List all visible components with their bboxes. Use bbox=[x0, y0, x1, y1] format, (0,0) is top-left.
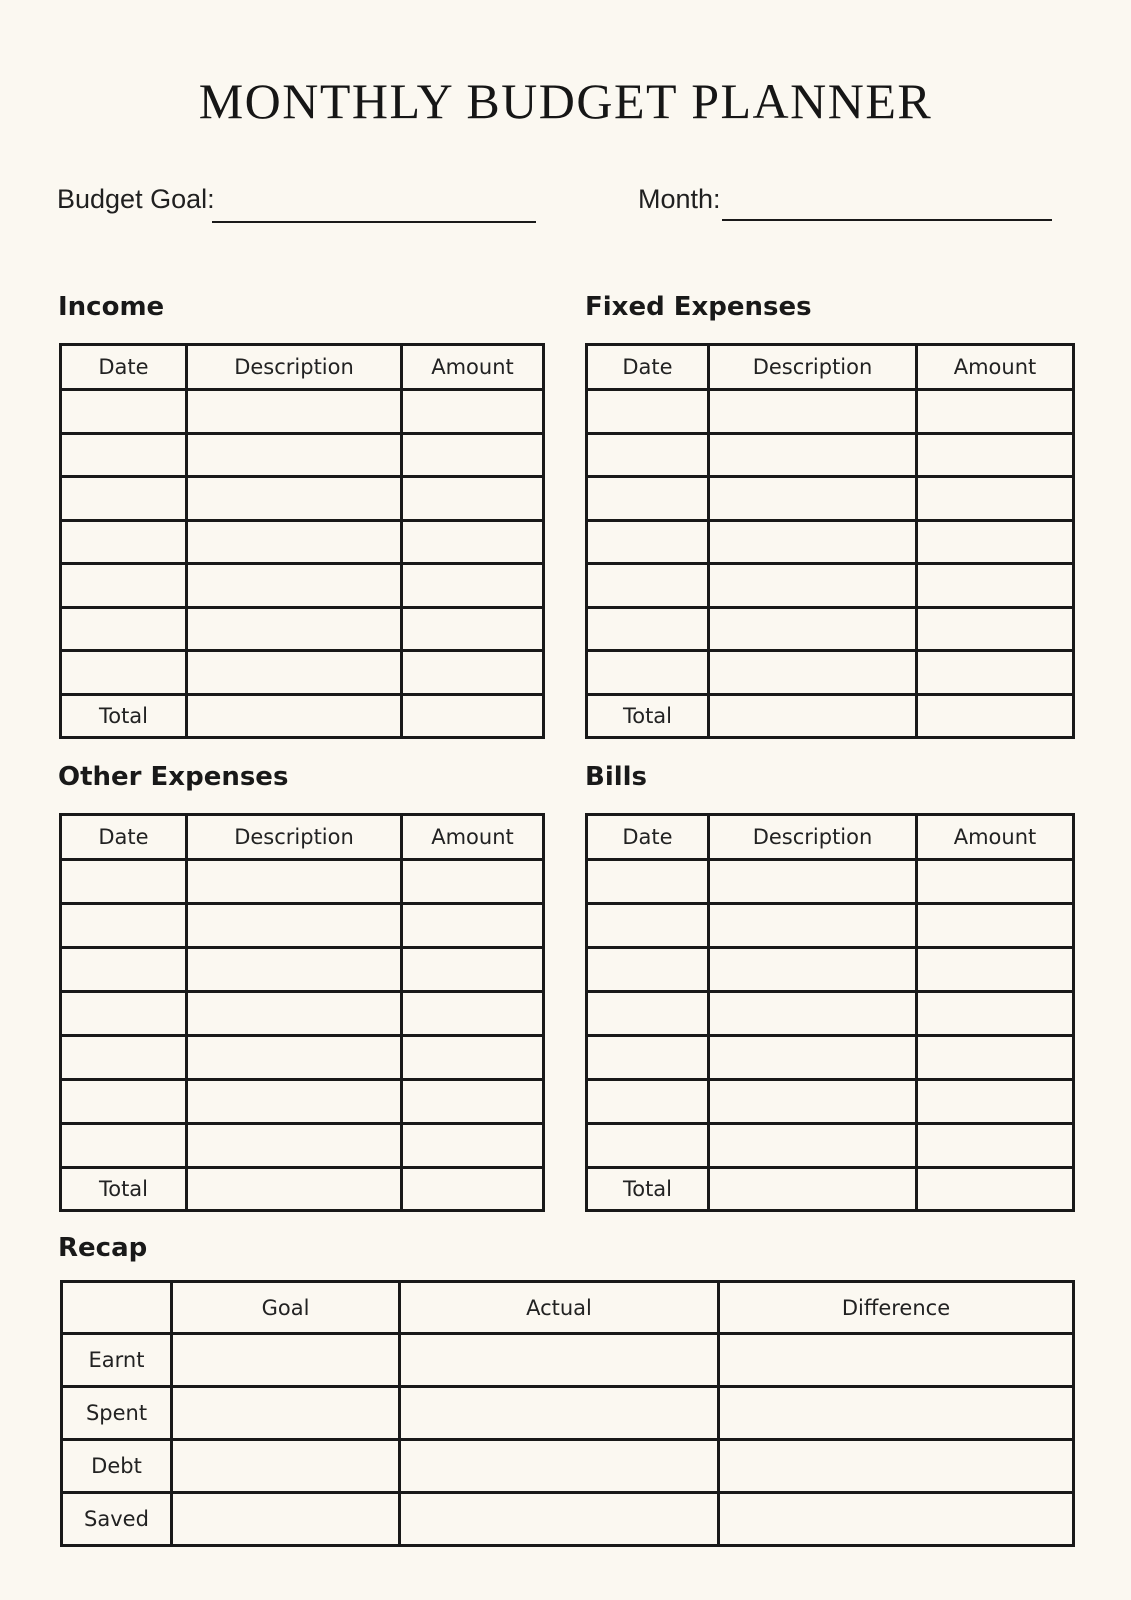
description-cell[interactable] bbox=[709, 904, 917, 948]
table-row bbox=[61, 390, 544, 434]
total-label-cell: Total bbox=[587, 695, 709, 738]
description-cell[interactable] bbox=[709, 564, 917, 608]
recap-corner-header bbox=[62, 1282, 172, 1334]
amount-cell[interactable] bbox=[917, 1080, 1074, 1124]
amount-cell[interactable] bbox=[917, 651, 1074, 695]
amount-cell[interactable] bbox=[917, 1036, 1074, 1080]
table-row bbox=[587, 477, 1074, 521]
earnt-goal-cell[interactable] bbox=[172, 1334, 400, 1387]
description-cell[interactable] bbox=[709, 992, 917, 1036]
bills-table bbox=[585, 813, 1075, 1212]
date-cell[interactable] bbox=[587, 904, 709, 948]
page-title: MONTHLY BUDGET PLANNER bbox=[198, 73, 933, 129]
table-row bbox=[587, 433, 1074, 477]
date-cell[interactable] bbox=[61, 1124, 187, 1168]
debt-actual-cell[interactable] bbox=[400, 1440, 719, 1493]
saved-goal-cell[interactable] bbox=[172, 1493, 400, 1546]
table-row bbox=[61, 564, 544, 608]
description-cell[interactable] bbox=[187, 1124, 402, 1168]
debt-difference-cell[interactable] bbox=[719, 1440, 1074, 1493]
description-cell[interactable] bbox=[709, 1080, 917, 1124]
table-row bbox=[61, 1036, 544, 1080]
budget-goal-blank[interactable] bbox=[212, 221, 536, 223]
amount-cell[interactable] bbox=[917, 860, 1074, 904]
description-column-header: Description bbox=[709, 815, 917, 860]
table-row bbox=[587, 860, 1074, 904]
amount-cell[interactable] bbox=[402, 607, 544, 651]
table-row bbox=[61, 860, 544, 904]
table-row bbox=[61, 651, 544, 695]
spent-difference-cell[interactable] bbox=[719, 1387, 1074, 1440]
description-cell[interactable] bbox=[187, 1080, 402, 1124]
date-cell[interactable] bbox=[61, 948, 187, 992]
date-cell[interactable] bbox=[587, 607, 709, 651]
total-label-cell: Total bbox=[61, 1168, 187, 1211]
amount-cell[interactable] bbox=[917, 520, 1074, 564]
description-cell[interactable] bbox=[187, 904, 402, 948]
date-cell[interactable] bbox=[61, 477, 187, 521]
description-cell[interactable] bbox=[709, 1124, 917, 1168]
date-cell[interactable] bbox=[587, 390, 709, 434]
recap-section-heading: Recap bbox=[58, 1233, 148, 1263]
description-cell[interactable] bbox=[187, 433, 402, 477]
table-row bbox=[61, 433, 544, 477]
date-cell[interactable] bbox=[587, 564, 709, 608]
amount-column-header: Amount bbox=[917, 815, 1074, 860]
description-cell[interactable] bbox=[709, 477, 917, 521]
table-row bbox=[587, 520, 1074, 564]
description-cell[interactable] bbox=[187, 607, 402, 651]
description-column-header: Description bbox=[709, 345, 917, 390]
total-description-cell[interactable] bbox=[709, 695, 917, 738]
amount-cell[interactable] bbox=[917, 607, 1074, 651]
table-row bbox=[587, 1124, 1074, 1168]
table-row bbox=[587, 651, 1074, 695]
description-cell[interactable] bbox=[709, 860, 917, 904]
total-amount-cell[interactable] bbox=[402, 695, 544, 738]
amount-column-header: Amount bbox=[402, 345, 544, 390]
date-cell[interactable] bbox=[61, 520, 187, 564]
table-row bbox=[587, 904, 1074, 948]
description-cell[interactable] bbox=[187, 1036, 402, 1080]
amount-cell[interactable] bbox=[402, 520, 544, 564]
total-row bbox=[61, 695, 544, 738]
table-row bbox=[61, 992, 544, 1036]
spent-row-label: Spent bbox=[62, 1387, 172, 1440]
date-column-header: Date bbox=[61, 345, 187, 390]
description-cell[interactable] bbox=[187, 948, 402, 992]
table-header-row bbox=[61, 345, 544, 390]
spent-goal-cell[interactable] bbox=[172, 1387, 400, 1440]
debt-row-label: Debt bbox=[62, 1440, 172, 1493]
amount-column-header: Amount bbox=[402, 815, 544, 860]
saved-row-label: Saved bbox=[62, 1493, 172, 1546]
total-row bbox=[587, 1168, 1074, 1211]
saved-actual-cell[interactable] bbox=[400, 1493, 719, 1546]
description-cell[interactable] bbox=[709, 607, 917, 651]
date-cell[interactable] bbox=[587, 520, 709, 564]
month-blank[interactable] bbox=[722, 219, 1052, 221]
earnt-row-label: Earnt bbox=[62, 1334, 172, 1387]
recap-row-debt bbox=[62, 1440, 1074, 1493]
amount-cell[interactable] bbox=[402, 860, 544, 904]
table-row bbox=[587, 390, 1074, 434]
date-cell[interactable] bbox=[61, 564, 187, 608]
amount-cell[interactable] bbox=[917, 564, 1074, 608]
other-expenses-section-heading: Other Expenses bbox=[58, 762, 289, 792]
description-cell[interactable] bbox=[709, 390, 917, 434]
amount-cell[interactable] bbox=[402, 433, 544, 477]
table-row bbox=[587, 1036, 1074, 1080]
date-cell[interactable] bbox=[587, 433, 709, 477]
total-description-cell[interactable] bbox=[187, 1168, 402, 1211]
actual-column-header: Actual bbox=[400, 1282, 719, 1334]
date-cell[interactable] bbox=[587, 860, 709, 904]
goal-column-header: Goal bbox=[172, 1282, 400, 1334]
earnt-actual-cell[interactable] bbox=[400, 1334, 719, 1387]
table-row bbox=[61, 948, 544, 992]
saved-difference-cell[interactable] bbox=[719, 1493, 1074, 1546]
date-cell[interactable] bbox=[61, 607, 187, 651]
month-label: Month: bbox=[638, 184, 721, 214]
date-column-header: Date bbox=[587, 345, 709, 390]
table-row bbox=[61, 1080, 544, 1124]
total-label-cell: Total bbox=[587, 1168, 709, 1211]
debt-goal-cell[interactable] bbox=[172, 1440, 400, 1493]
date-cell[interactable] bbox=[61, 433, 187, 477]
date-cell[interactable] bbox=[587, 992, 709, 1036]
table-row bbox=[61, 904, 544, 948]
amount-cell[interactable] bbox=[917, 433, 1074, 477]
total-amount-cell[interactable] bbox=[402, 1168, 544, 1211]
date-column-header: Date bbox=[587, 815, 709, 860]
description-cell[interactable] bbox=[709, 1036, 917, 1080]
earnt-difference-cell[interactable] bbox=[719, 1334, 1074, 1387]
date-cell[interactable] bbox=[61, 651, 187, 695]
description-cell[interactable] bbox=[709, 520, 917, 564]
total-amount-cell[interactable] bbox=[917, 1168, 1074, 1211]
amount-cell[interactable] bbox=[402, 651, 544, 695]
table-row bbox=[587, 948, 1074, 992]
description-cell[interactable] bbox=[709, 948, 917, 992]
description-cell[interactable] bbox=[709, 433, 917, 477]
date-cell[interactable] bbox=[61, 1036, 187, 1080]
total-row bbox=[61, 1168, 544, 1211]
date-cell[interactable] bbox=[587, 1036, 709, 1080]
recap-header-row bbox=[62, 1282, 1074, 1334]
other-expenses-table bbox=[59, 813, 545, 1212]
fixed-expenses-table bbox=[585, 343, 1075, 739]
income-table bbox=[59, 343, 545, 739]
recap-table bbox=[60, 1280, 1075, 1547]
date-cell[interactable] bbox=[61, 904, 187, 948]
date-cell[interactable] bbox=[61, 1080, 187, 1124]
description-cell[interactable] bbox=[187, 520, 402, 564]
description-cell[interactable] bbox=[187, 477, 402, 521]
fixed-expenses-section-heading: Fixed Expenses bbox=[585, 292, 812, 322]
amount-cell[interactable] bbox=[402, 390, 544, 434]
description-cell[interactable] bbox=[187, 651, 402, 695]
description-column-header: Description bbox=[187, 815, 402, 860]
budget-goal-label: Budget Goal: bbox=[57, 184, 215, 214]
amount-cell[interactable] bbox=[917, 904, 1074, 948]
date-cell[interactable] bbox=[587, 477, 709, 521]
table-row bbox=[587, 564, 1074, 608]
description-cell[interactable] bbox=[187, 564, 402, 608]
total-description-cell[interactable] bbox=[187, 695, 402, 738]
recap-row-earnt bbox=[62, 1334, 1074, 1387]
description-cell[interactable] bbox=[187, 860, 402, 904]
total-label-cell: Total bbox=[61, 695, 187, 738]
total-row bbox=[587, 695, 1074, 738]
date-cell[interactable] bbox=[587, 651, 709, 695]
amount-cell[interactable] bbox=[917, 992, 1074, 1036]
table-row bbox=[61, 520, 544, 564]
date-cell[interactable] bbox=[587, 1080, 709, 1124]
table-row bbox=[587, 607, 1074, 651]
income-section-heading: Income bbox=[58, 292, 165, 322]
total-amount-cell[interactable] bbox=[917, 695, 1074, 738]
amount-cell[interactable] bbox=[917, 390, 1074, 434]
amount-cell[interactable] bbox=[402, 904, 544, 948]
amount-cell[interactable] bbox=[402, 992, 544, 1036]
date-column-header: Date bbox=[61, 815, 187, 860]
amount-cell[interactable] bbox=[917, 1124, 1074, 1168]
description-cell[interactable] bbox=[187, 992, 402, 1036]
table-header-row bbox=[587, 345, 1074, 390]
date-cell[interactable] bbox=[61, 390, 187, 434]
spent-actual-cell[interactable] bbox=[400, 1387, 719, 1440]
table-row bbox=[587, 992, 1074, 1036]
difference-column-header: Difference bbox=[719, 1282, 1074, 1334]
table-header-row bbox=[587, 815, 1074, 860]
recap-row-saved bbox=[62, 1493, 1074, 1546]
table-row bbox=[587, 1080, 1074, 1124]
date-cell[interactable] bbox=[587, 1124, 709, 1168]
recap-row-spent bbox=[62, 1387, 1074, 1440]
amount-column-header: Amount bbox=[917, 345, 1074, 390]
amount-cell[interactable] bbox=[402, 1124, 544, 1168]
date-cell[interactable] bbox=[61, 992, 187, 1036]
total-description-cell[interactable] bbox=[709, 1168, 917, 1211]
amount-cell[interactable] bbox=[917, 948, 1074, 992]
description-cell[interactable] bbox=[709, 651, 917, 695]
date-cell[interactable] bbox=[587, 948, 709, 992]
table-header-row bbox=[61, 815, 544, 860]
amount-cell[interactable] bbox=[402, 948, 544, 992]
table-row bbox=[61, 1124, 544, 1168]
table-row bbox=[61, 607, 544, 651]
table-row bbox=[61, 477, 544, 521]
amount-cell[interactable] bbox=[917, 477, 1074, 521]
description-cell[interactable] bbox=[187, 390, 402, 434]
amount-cell[interactable] bbox=[402, 1080, 544, 1124]
date-cell[interactable] bbox=[61, 860, 187, 904]
description-column-header: Description bbox=[187, 345, 402, 390]
amount-cell[interactable] bbox=[402, 477, 544, 521]
amount-cell[interactable] bbox=[402, 564, 544, 608]
amount-cell[interactable] bbox=[402, 1036, 544, 1080]
bills-section-heading: Bills bbox=[585, 762, 648, 792]
